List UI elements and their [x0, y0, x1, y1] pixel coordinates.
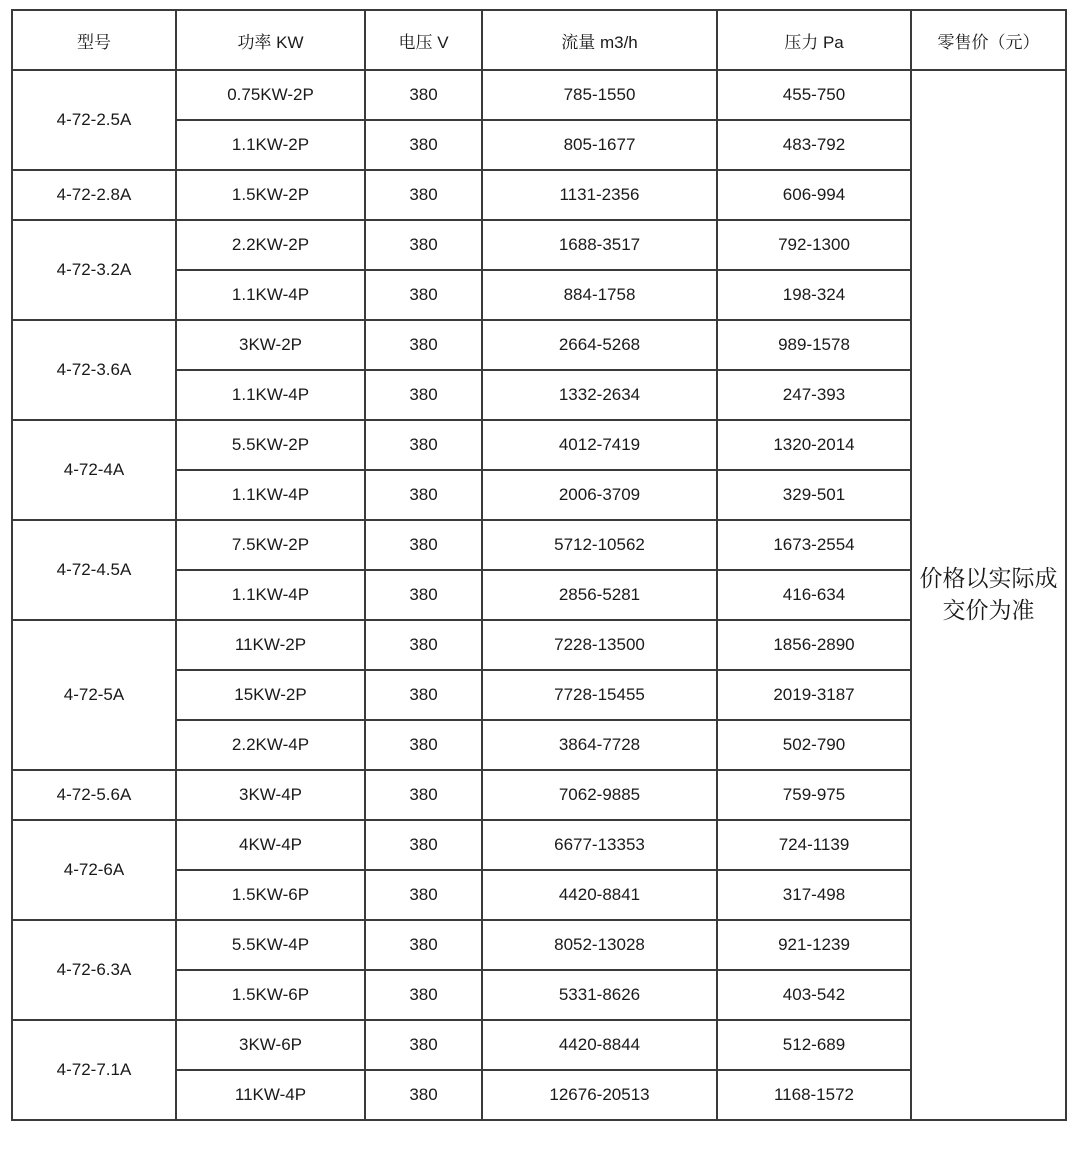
table-row: [12, 770, 1066, 820]
table-row: [12, 320, 1066, 370]
header-voltage: 电压 V: [365, 10, 482, 70]
table-row: [12, 220, 1066, 270]
voltage-cell: 380: [365, 320, 482, 370]
power-cell: 11KW-4P: [176, 1070, 365, 1120]
power-cell: 3KW-6P: [176, 1020, 365, 1070]
flow-cell: 3864-7728: [482, 720, 717, 770]
power-cell: 1.1KW-4P: [176, 470, 365, 520]
voltage-cell: 380: [365, 820, 482, 870]
voltage-cell: 380: [365, 870, 482, 920]
power-cell: 1.5KW-6P: [176, 970, 365, 1020]
power-cell: 2.2KW-4P: [176, 720, 365, 770]
pressure-cell: 759-975: [717, 770, 911, 820]
voltage-cell: 380: [365, 170, 482, 220]
voltage-cell: 380: [365, 70, 482, 120]
pressure-cell: 1856-2890: [717, 620, 911, 670]
pressure-cell: 2019-3187: [717, 670, 911, 720]
voltage-cell: 380: [365, 220, 482, 270]
voltage-cell: 380: [365, 370, 482, 420]
power-cell: 11KW-2P: [176, 620, 365, 670]
voltage-cell: 380: [365, 720, 482, 770]
pressure-cell: 329-501: [717, 470, 911, 520]
pressure-cell: 1320-2014: [717, 420, 911, 470]
model-cell: 4-72-6.3A: [12, 920, 176, 1020]
flow-cell: 7062-9885: [482, 770, 717, 820]
header-flow: 流量 m3/h: [482, 10, 717, 70]
flow-cell: 7728-15455: [482, 670, 717, 720]
flow-cell: 6677-13353: [482, 820, 717, 870]
voltage-cell: 380: [365, 620, 482, 670]
model-cell: 4-72-2.8A: [12, 170, 176, 220]
pressure-cell: 1673-2554: [717, 520, 911, 570]
voltage-cell: 380: [365, 570, 482, 620]
pressure-cell: 792-1300: [717, 220, 911, 270]
power-cell: 7.5KW-2P: [176, 520, 365, 570]
pressure-cell: 989-1578: [717, 320, 911, 370]
flow-cell: 1688-3517: [482, 220, 717, 270]
flow-cell: 5712-10562: [482, 520, 717, 570]
power-cell: 1.1KW-4P: [176, 370, 365, 420]
pressure-cell: 1168-1572: [717, 1070, 911, 1120]
pressure-cell: 247-393: [717, 370, 911, 420]
voltage-cell: 380: [365, 1020, 482, 1070]
voltage-cell: 380: [365, 520, 482, 570]
header-retail-price: 零售价（元）: [911, 10, 1066, 70]
pressure-cell: 317-498: [717, 870, 911, 920]
voltage-cell: 380: [365, 970, 482, 1020]
pressure-cell: 403-542: [717, 970, 911, 1020]
power-cell: 3KW-4P: [176, 770, 365, 820]
price-note-cell: 价格以实际成交价为准: [911, 70, 1066, 1120]
power-cell: 1.1KW-4P: [176, 570, 365, 620]
model-cell: 4-72-6A: [12, 820, 176, 920]
model-cell: 4-72-3.6A: [12, 320, 176, 420]
table-body: [12, 70, 1066, 1120]
model-cell: 4-72-5A: [12, 620, 176, 770]
flow-cell: 2856-5281: [482, 570, 717, 620]
flow-cell: 805-1677: [482, 120, 717, 170]
model-cell: 4-72-4.5A: [12, 520, 176, 620]
model-cell: 4-72-3.2A: [12, 220, 176, 320]
voltage-cell: 380: [365, 670, 482, 720]
model-cell: 4-72-5.6A: [12, 770, 176, 820]
power-cell: 1.5KW-2P: [176, 170, 365, 220]
flow-cell: 7228-13500: [482, 620, 717, 670]
voltage-cell: 380: [365, 270, 482, 320]
power-cell: 4KW-4P: [176, 820, 365, 870]
header-model: 型号: [12, 10, 176, 70]
header-pressure: 压力 Pa: [717, 10, 911, 70]
model-cell: 4-72-2.5A: [12, 70, 176, 170]
pressure-cell: 455-750: [717, 70, 911, 120]
table-row: [12, 420, 1066, 470]
flow-cell: 4420-8844: [482, 1020, 717, 1070]
voltage-cell: 380: [365, 420, 482, 470]
flow-cell: 884-1758: [482, 270, 717, 320]
pressure-cell: 198-324: [717, 270, 911, 320]
flow-cell: 4420-8841: [482, 870, 717, 920]
flow-cell: 8052-13028: [482, 920, 717, 970]
voltage-cell: 380: [365, 1070, 482, 1120]
model-cell: 4-72-7.1A: [12, 1020, 176, 1120]
pressure-cell: 502-790: [717, 720, 911, 770]
flow-cell: 785-1550: [482, 70, 717, 120]
pressure-cell: 606-994: [717, 170, 911, 220]
pressure-cell: 921-1239: [717, 920, 911, 970]
fan-spec-price-table: [11, 9, 1067, 1121]
flow-cell: 4012-7419: [482, 420, 717, 470]
table-row: [12, 520, 1066, 570]
pressure-cell: 724-1139: [717, 820, 911, 870]
voltage-cell: 380: [365, 770, 482, 820]
table-row: [12, 920, 1066, 970]
pressure-cell: 416-634: [717, 570, 911, 620]
flow-cell: 12676-20513: [482, 1070, 717, 1120]
power-cell: 2.2KW-2P: [176, 220, 365, 270]
voltage-cell: 380: [365, 470, 482, 520]
power-cell: 5.5KW-2P: [176, 420, 365, 470]
header-power: 功率 KW: [176, 10, 365, 70]
power-cell: 15KW-2P: [176, 670, 365, 720]
flow-cell: 1332-2634: [482, 370, 717, 420]
power-cell: 1.1KW-2P: [176, 120, 365, 170]
table-row: [12, 170, 1066, 220]
power-cell: 0.75KW-2P: [176, 70, 365, 120]
flow-cell: 2664-5268: [482, 320, 717, 370]
header-row: [12, 10, 1066, 70]
table-row: [12, 70, 1066, 120]
power-cell: 3KW-2P: [176, 320, 365, 370]
flow-cell: 5331-8626: [482, 970, 717, 1020]
table-row: [12, 1020, 1066, 1070]
pressure-cell: 483-792: [717, 120, 911, 170]
table-row: [12, 820, 1066, 870]
power-cell: 1.1KW-4P: [176, 270, 365, 320]
voltage-cell: 380: [365, 120, 482, 170]
power-cell: 1.5KW-6P: [176, 870, 365, 920]
flow-cell: 2006-3709: [482, 470, 717, 520]
power-cell: 5.5KW-4P: [176, 920, 365, 970]
voltage-cell: 380: [365, 920, 482, 970]
model-cell: 4-72-4A: [12, 420, 176, 520]
table-row: [12, 620, 1066, 670]
flow-cell: 1131-2356: [482, 170, 717, 220]
pressure-cell: 512-689: [717, 1020, 911, 1070]
